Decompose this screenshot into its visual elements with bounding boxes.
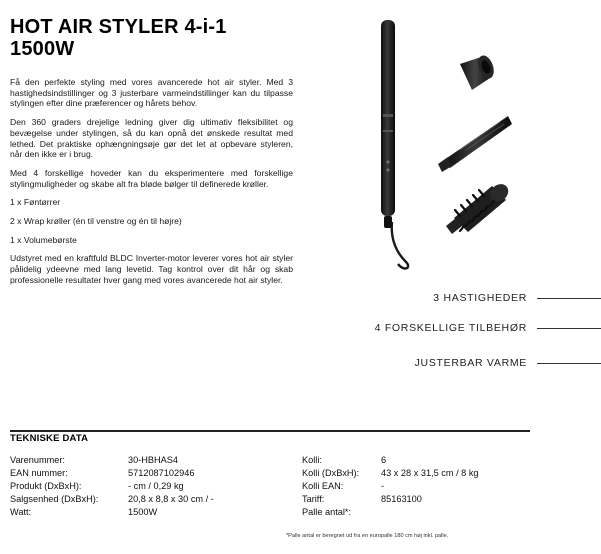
section-divider [10, 430, 530, 432]
product-description [10, 77, 293, 294]
spec-label: Produkt (DxBxH): [10, 481, 82, 491]
title-line-2: 1500W [10, 38, 75, 60]
spec-label: Salgsenhed (DxBxH): [10, 494, 99, 504]
product-title [10, 16, 310, 60]
spec-value: - [381, 481, 385, 491]
paragraph-heads: Med 4 forskellige hoveder kan du eksperimentere med forskellige stylingmuligheder og skabe alt fra bløde bølger til definerede krøller. [10, 167, 293, 189]
feature-attachments-label: 4 FORSKELLIGE TILBEHØR [374, 322, 527, 334]
pallet-footnote: *Palle antal er beregnet ud fra en europalle 180 cm høj inkl. palle. [286, 533, 449, 539]
spec-value: 30-HBHAS4 [128, 455, 179, 465]
spec-label: Varenummer: [10, 455, 65, 465]
item-wrap-curlers: 2 x Wrap krøller (én til venstre og én til højre) [10, 216, 182, 227]
spec-value: 43 x 28 x 31,5 cm / 8 kg [381, 468, 479, 478]
spec-label: Palle antal*: [302, 507, 352, 517]
paragraph-intro: Få den perfekte styling med vores avancerede hot air styler. Med 3 hastighedsindstillinger og 3 justerbare varmeindstillinger kan du tilpasse stylingen efter dine præferencer og hårets behov. [10, 77, 293, 109]
title-line-1: HOT AIR STYLER 4-i-1 [10, 16, 227, 38]
feature-attachments [375, 320, 601, 336]
feature-leader-line [537, 328, 601, 329]
feature-leader-line [537, 298, 601, 299]
paragraph-motor: Udstyret med en kraftfuld BLDC Inverter-motor leverer vores hot air styler pålidelig ydeevne med lang levetid. Tag kontrol over dit hår og skab professionelle resultater hver gang med vores avancerede hot air styler. [10, 253, 293, 285]
feature-speeds-label: 3 HASTIGHEDER [433, 292, 527, 304]
spec-value: - cm / 0,29 kg [128, 481, 184, 491]
item-dryer: 1 x Føntørrer [10, 197, 61, 208]
feature-heat-label: JUSTERBAR VARME [414, 357, 527, 369]
styler-body [381, 20, 395, 216]
spec-label: Kolli EAN: [302, 481, 344, 491]
spec-value: 6 [381, 455, 387, 465]
wrap-curler-attachment [438, 116, 512, 172]
feature-heat [415, 355, 601, 371]
power-cord [392, 222, 408, 268]
spec-value: 1500W [128, 507, 158, 517]
spec-label: Kolli (DxBxH): [302, 468, 360, 478]
spec-label: EAN nummer: [10, 468, 68, 478]
item-volume-brush: 1 x Volumebørste [10, 234, 77, 245]
feature-leader-line [537, 363, 601, 364]
spec-label: Kolli: [302, 455, 322, 465]
spec-label: Watt: [10, 507, 32, 517]
paragraph-cord: Den 360 graders drejelige ledning giver dig ultimativ fleksibilitet og bevægelse under stylingen, så du kan opnå det ønskede resultat med lethed. Det praktiske ophængningsøje gør det let at opbevare styleren, når den ikke er i brug. [10, 117, 293, 160]
technical-data-section [10, 430, 530, 517]
spec-value: 20,8 x 8,8 x 30 cm / - [128, 494, 214, 504]
spec-label: Tariff: [302, 494, 325, 504]
concentrator-attachment [460, 53, 497, 90]
technical-data-heading: TEKNISKE DATA [10, 433, 89, 444]
spec-value: 85163100 [381, 494, 422, 504]
spec-value: 5712087102946 [128, 468, 195, 478]
volume-brush-attachment [446, 180, 512, 234]
feature-speeds [433, 290, 601, 306]
hot-air-styler-image [360, 12, 535, 274]
